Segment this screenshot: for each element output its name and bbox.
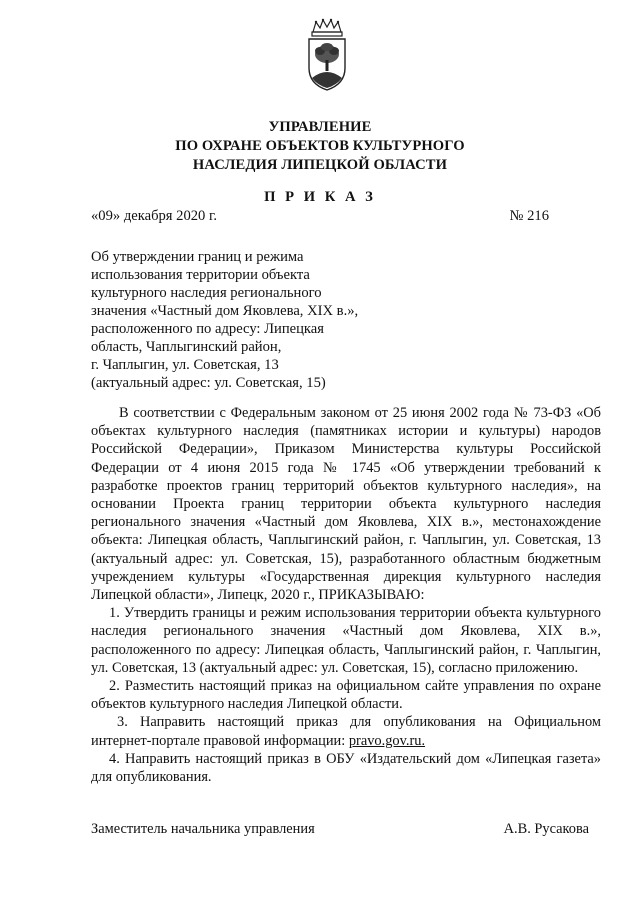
preamble-paragraph: В соответствии с Федеральным законом от 25 июня 2002 года № 73-ФЗ «Об объектах культурного наследия (памятниках истории и культуры) народов Российской Федерации», Приказом Министерства культуры Российской Федерации от 4 июня 2015 года № 1745 «Об утверждении требований к разработке проектов границ территорий объектов культурного наследия», на основании Проекта границ территории объекта культурного наследия регионального значения «Частный дом Яковлева, XIX в.», местонахождение объекта: Липецкая область, Чаплыгинский район, г. Чаплыгин, ул. Советская, 13 (актуальный адрес: ул. Советская, 15), разработанного областным бюджетным учреждением культуры «Государственная дирекция культурного наследия Липецкой области», Липецк, 2020 г., ПРИКАЗЫВАЮ:	[91, 405, 601, 604]
subject-line: (актуальный адрес: ул. Советская, 15)	[91, 375, 326, 391]
subject-line: г. Чаплыгин, ул. Советская, 13	[91, 357, 279, 373]
order-body	[91, 404, 601, 786]
subject-line: культурного наследия регионального	[91, 285, 322, 301]
pravo-link[interactable]: pravo.gov.ru.	[348, 732, 426, 749]
order-date: «09» декабря 2020 г.	[91, 208, 217, 224]
subject-line: использования территории объекта	[91, 267, 310, 283]
signatory-name: А.В. Русакова	[503, 821, 589, 837]
order-date-row	[91, 207, 549, 225]
subject-line: значения «Частный дом Яковлева, XIX в.»,	[91, 303, 359, 319]
signature-block	[91, 820, 589, 838]
agency-heading	[0, 118, 640, 175]
order-title: П Р И К А З	[264, 189, 376, 205]
order-number: № 216	[509, 208, 549, 224]
order-item-1: 1. Утвердить границы и режим использования территории объекта культурного наследия регионального значения «Частный дом Яковлева, XIX в.», расположенного по адресу: Липецкая область, Чаплыгинский район, г. Чаплыгин, ул. Советская, 13 (актуальный адрес: ул. Советская, 15), согласно приложению.	[91, 605, 601, 676]
order-item-4: 4. Направить настоящий приказ в ОБУ «Издательский дом «Липецкая газета» для опубликования.	[91, 750, 601, 786]
subject-line: Об утверждении границ и режима	[91, 249, 304, 265]
order-item-2: 2. Разместить настоящий приказ на официальном сайте управления по охране объектов культурного наследия Липецкой области.	[91, 678, 601, 713]
order-item-3-text: 3. Направить настоящий приказ для опубликования на Официальном интернет-портале правовой информации:	[91, 714, 601, 749]
subject-line: область, Чаплыгинский район,	[91, 339, 282, 355]
order-subject	[91, 248, 391, 392]
signatory-position: Заместитель начальника управления	[91, 821, 315, 837]
heading-line: НАСЛЕДИЯ ЛИПЕЦКОЙ ОБЛАСТИ	[192, 157, 448, 173]
subject-line: расположенного по адресу: Липецкая	[91, 321, 324, 337]
heading-line: ПО ОХРАНЕ ОБЪЕКТОВ КУЛЬТУРНОГО	[175, 138, 465, 154]
heading-line: УПРАВЛЕНИЕ	[268, 119, 372, 135]
order-item-3	[91, 713, 601, 749]
lipetsk-coat-of-arms-icon	[303, 18, 351, 92]
